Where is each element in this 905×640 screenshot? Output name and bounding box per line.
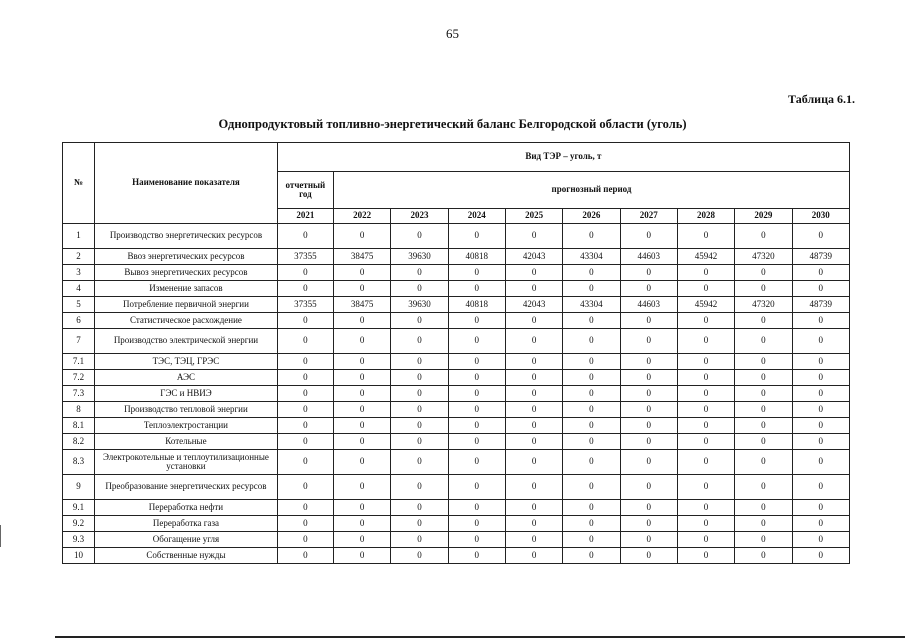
table-row (63, 329, 850, 354)
value-cell: 0 (792, 516, 850, 532)
table-row (63, 475, 850, 500)
value-cell: 0 (391, 532, 448, 548)
row-indicator-name: Потребление первичной энергии (95, 297, 278, 313)
value-cell: 39630 (391, 249, 448, 265)
value-cell: 0 (677, 224, 734, 249)
value-cell: 0 (448, 475, 505, 500)
row-number: 3 (63, 265, 95, 281)
row-indicator-name: Собственные нужды (95, 548, 278, 564)
value-cell: 0 (334, 450, 391, 475)
table-row (63, 500, 850, 516)
value-cell: 0 (620, 224, 677, 249)
value-cell: 0 (620, 548, 677, 564)
value-cell: 0 (735, 402, 792, 418)
row-number: 7.2 (63, 370, 95, 386)
value-cell: 48739 (792, 297, 850, 313)
row-indicator-name: Производство электрической энергии (95, 329, 278, 354)
value-cell: 0 (563, 500, 620, 516)
value-cell: 0 (391, 516, 448, 532)
row-indicator-name: ТЭС, ТЭЦ, ГРЭС (95, 354, 278, 370)
value-cell: 0 (277, 516, 333, 532)
value-cell: 0 (563, 281, 620, 297)
table-row (63, 224, 850, 249)
value-cell: 0 (792, 434, 850, 450)
row-number: 6 (63, 313, 95, 329)
value-cell: 0 (448, 532, 505, 548)
value-cell: 0 (277, 418, 333, 434)
row-indicator-name: Преобразование энергетических ресурсов (95, 475, 278, 500)
table-row (63, 532, 850, 548)
value-cell: 0 (677, 532, 734, 548)
value-cell: 0 (735, 418, 792, 434)
value-cell: 37355 (277, 297, 333, 313)
value-cell: 0 (677, 281, 734, 297)
row-number: 8.1 (63, 418, 95, 434)
value-cell: 0 (620, 281, 677, 297)
value-cell: 39630 (391, 297, 448, 313)
table-row (63, 450, 850, 475)
value-cell: 0 (334, 418, 391, 434)
value-cell: 0 (277, 500, 333, 516)
value-cell: 0 (735, 532, 792, 548)
value-cell: 0 (563, 402, 620, 418)
value-cell: 0 (505, 402, 562, 418)
value-cell: 0 (563, 516, 620, 532)
value-cell: 0 (391, 281, 448, 297)
value-cell: 0 (334, 434, 391, 450)
value-cell: 0 (563, 354, 620, 370)
value-cell: 0 (277, 386, 333, 402)
value-cell: 0 (448, 281, 505, 297)
value-cell: 0 (563, 370, 620, 386)
value-cell: 0 (792, 313, 850, 329)
value-cell: 0 (334, 402, 391, 418)
value-cell: 0 (334, 386, 391, 402)
value-cell: 0 (391, 402, 448, 418)
value-cell: 0 (735, 500, 792, 516)
value-cell: 0 (277, 313, 333, 329)
value-cell: 43304 (563, 249, 620, 265)
table-row (63, 434, 850, 450)
header-year: 2023 (391, 209, 448, 224)
value-cell: 0 (563, 313, 620, 329)
value-cell: 0 (448, 265, 505, 281)
value-cell: 0 (620, 418, 677, 434)
value-cell: 0 (620, 329, 677, 354)
table-row (63, 402, 850, 418)
value-cell: 0 (792, 386, 850, 402)
value-cell: 0 (735, 475, 792, 500)
value-cell: 0 (277, 434, 333, 450)
scan-edge-mark (0, 525, 1, 547)
value-cell: 0 (620, 450, 677, 475)
value-cell: 0 (391, 450, 448, 475)
header-year: 2025 (505, 209, 562, 224)
row-indicator-name: Электрокотельные и теплоутилизационные установки (95, 450, 278, 475)
value-cell: 45942 (677, 297, 734, 313)
value-cell: 0 (792, 475, 850, 500)
value-cell: 0 (448, 224, 505, 249)
value-cell: 0 (563, 434, 620, 450)
header-num: № (63, 143, 95, 224)
value-cell: 47320 (735, 249, 792, 265)
value-cell: 48739 (792, 249, 850, 265)
value-cell: 0 (792, 532, 850, 548)
value-cell: 0 (735, 354, 792, 370)
value-cell: 0 (505, 475, 562, 500)
value-cell: 0 (735, 386, 792, 402)
value-cell: 37355 (277, 249, 333, 265)
value-cell: 0 (391, 418, 448, 434)
row-number: 8 (63, 402, 95, 418)
row-indicator-name: Вывоз энергетических ресурсов (95, 265, 278, 281)
header-year: 2028 (677, 209, 734, 224)
value-cell: 0 (677, 500, 734, 516)
value-cell: 0 (563, 265, 620, 281)
value-cell: 0 (735, 313, 792, 329)
value-cell: 0 (505, 354, 562, 370)
value-cell: 0 (677, 516, 734, 532)
value-cell: 0 (563, 224, 620, 249)
row-indicator-name: Переработка нефти (95, 500, 278, 516)
value-cell: 38475 (334, 249, 391, 265)
value-cell: 0 (391, 548, 448, 564)
row-number: 5 (63, 297, 95, 313)
value-cell: 0 (391, 354, 448, 370)
value-cell: 0 (563, 418, 620, 434)
value-cell: 0 (735, 548, 792, 564)
value-cell: 0 (677, 386, 734, 402)
value-cell: 0 (505, 265, 562, 281)
row-number: 7.1 (63, 354, 95, 370)
row-indicator-name: Производство тепловой энергии (95, 402, 278, 418)
value-cell: 0 (448, 500, 505, 516)
row-indicator-name: Теплоэлектростанции (95, 418, 278, 434)
value-cell: 0 (505, 418, 562, 434)
value-cell: 0 (391, 370, 448, 386)
value-cell: 0 (505, 370, 562, 386)
value-cell: 0 (448, 402, 505, 418)
value-cell: 0 (677, 370, 734, 386)
table-title: Однопродуктовый топливно-энергетический баланс Белгородской области (уголь) (218, 117, 687, 131)
value-cell: 0 (620, 386, 677, 402)
value-cell: 0 (677, 450, 734, 475)
row-number: 4 (63, 281, 95, 297)
value-cell: 0 (620, 500, 677, 516)
value-cell: 0 (792, 224, 850, 249)
value-cell: 0 (391, 475, 448, 500)
value-cell: 42043 (505, 249, 562, 265)
value-cell: 0 (277, 281, 333, 297)
value-cell: 0 (563, 329, 620, 354)
value-cell: 0 (735, 281, 792, 297)
value-cell: 0 (277, 402, 333, 418)
row-number: 2 (63, 249, 95, 265)
table-row (63, 281, 850, 297)
table-row (63, 370, 850, 386)
header-forecast: прогнозный период (334, 172, 850, 209)
row-number: 10 (63, 548, 95, 564)
row-indicator-name: Статистическое расхождение (95, 313, 278, 329)
value-cell: 0 (334, 265, 391, 281)
value-cell: 0 (505, 548, 562, 564)
value-cell: 0 (620, 313, 677, 329)
value-cell: 0 (505, 516, 562, 532)
value-cell: 0 (505, 450, 562, 475)
table-row (63, 249, 850, 265)
row-number: 7 (63, 329, 95, 354)
value-cell: 0 (334, 329, 391, 354)
value-cell: 0 (792, 329, 850, 354)
value-cell: 0 (735, 224, 792, 249)
row-indicator-name: Производство энергетических ресурсов (95, 224, 278, 249)
value-cell: 0 (677, 418, 734, 434)
value-cell: 0 (792, 265, 850, 281)
balance-table (62, 142, 850, 564)
header-report-year: отчетный год (277, 172, 333, 209)
value-cell: 0 (735, 265, 792, 281)
value-cell: 0 (792, 500, 850, 516)
value-cell: 0 (620, 402, 677, 418)
row-indicator-name: Обогащение угля (95, 532, 278, 548)
value-cell: 0 (735, 434, 792, 450)
value-cell: 0 (563, 475, 620, 500)
value-cell: 0 (277, 354, 333, 370)
value-cell: 0 (677, 313, 734, 329)
row-number: 8.2 (63, 434, 95, 450)
value-cell: 0 (334, 313, 391, 329)
value-cell: 0 (505, 500, 562, 516)
value-cell: 0 (792, 418, 850, 434)
value-cell: 0 (677, 329, 734, 354)
value-cell: 0 (792, 548, 850, 564)
row-indicator-name: АЭС (95, 370, 278, 386)
table-row (63, 354, 850, 370)
value-cell: 0 (277, 475, 333, 500)
value-cell: 0 (505, 329, 562, 354)
value-cell: 0 (620, 516, 677, 532)
header-year: 2021 (277, 209, 333, 224)
value-cell: 0 (505, 281, 562, 297)
table-row (63, 548, 850, 564)
value-cell: 47320 (735, 297, 792, 313)
row-indicator-name: ГЭС и НВИЭ (95, 386, 278, 402)
row-number: 1 (63, 224, 95, 249)
value-cell: 0 (334, 224, 391, 249)
value-cell: 43304 (563, 297, 620, 313)
row-number: 9 (63, 475, 95, 500)
value-cell: 0 (563, 386, 620, 402)
value-cell: 0 (391, 500, 448, 516)
value-cell: 0 (277, 224, 333, 249)
value-cell: 0 (448, 313, 505, 329)
row-indicator-name: Переработка газа (95, 516, 278, 532)
value-cell: 0 (334, 500, 391, 516)
value-cell: 0 (620, 475, 677, 500)
row-number: 8.3 (63, 450, 95, 475)
value-cell: 0 (620, 265, 677, 281)
value-cell: 0 (391, 329, 448, 354)
table-row (63, 297, 850, 313)
value-cell: 40818 (448, 249, 505, 265)
value-cell: 0 (505, 434, 562, 450)
row-indicator-name: Ввоз энергетических ресурсов (95, 249, 278, 265)
value-cell: 0 (448, 354, 505, 370)
header-year: 2022 (334, 209, 391, 224)
value-cell: 0 (563, 532, 620, 548)
value-cell: 0 (620, 370, 677, 386)
value-cell: 45942 (677, 249, 734, 265)
row-number: 9.2 (63, 516, 95, 532)
value-cell: 44603 (620, 249, 677, 265)
value-cell: 0 (735, 370, 792, 386)
header-name: Наименование показателя (95, 143, 278, 224)
table-row (63, 418, 850, 434)
value-cell: 0 (448, 329, 505, 354)
value-cell: 0 (677, 265, 734, 281)
value-cell: 0 (620, 532, 677, 548)
value-cell: 0 (735, 450, 792, 475)
value-cell: 0 (448, 418, 505, 434)
table-row (63, 516, 850, 532)
value-cell: 0 (334, 548, 391, 564)
page-bottom-rule (55, 636, 905, 638)
row-number: 9.3 (63, 532, 95, 548)
header-year: 2024 (448, 209, 505, 224)
value-cell: 0 (505, 313, 562, 329)
value-cell: 0 (505, 386, 562, 402)
table-row (63, 313, 850, 329)
value-cell: 0 (334, 370, 391, 386)
row-number: 9.1 (63, 500, 95, 516)
value-cell: 0 (735, 329, 792, 354)
value-cell: 0 (563, 548, 620, 564)
value-cell: 0 (448, 450, 505, 475)
table-row (63, 265, 850, 281)
header-year: 2030 (792, 209, 850, 224)
value-cell: 0 (620, 354, 677, 370)
value-cell: 0 (391, 265, 448, 281)
value-cell: 38475 (334, 297, 391, 313)
table-label: Таблица 6.1. (788, 92, 855, 106)
header-year: 2026 (563, 209, 620, 224)
value-cell: 0 (391, 434, 448, 450)
value-cell: 0 (448, 548, 505, 564)
value-cell: 0 (505, 224, 562, 249)
value-cell: 0 (563, 450, 620, 475)
page-number: 65 (446, 26, 459, 41)
value-cell: 0 (448, 516, 505, 532)
value-cell: 0 (792, 402, 850, 418)
value-cell: 0 (277, 532, 333, 548)
value-cell: 0 (448, 386, 505, 402)
value-cell: 0 (277, 265, 333, 281)
value-cell: 0 (391, 224, 448, 249)
value-cell: 0 (334, 281, 391, 297)
value-cell: 0 (792, 354, 850, 370)
value-cell: 0 (391, 386, 448, 402)
value-cell: 0 (334, 354, 391, 370)
value-cell: 42043 (505, 297, 562, 313)
value-cell: 0 (677, 475, 734, 500)
value-cell: 0 (277, 548, 333, 564)
value-cell: 0 (677, 354, 734, 370)
value-cell: 40818 (448, 297, 505, 313)
value-cell: 0 (677, 548, 734, 564)
value-cell: 0 (735, 516, 792, 532)
value-cell: 0 (391, 313, 448, 329)
value-cell: 0 (677, 402, 734, 418)
value-cell: 0 (792, 450, 850, 475)
row-indicator-name: Изменение запасов (95, 281, 278, 297)
header-year: 2029 (735, 209, 792, 224)
value-cell: 0 (334, 532, 391, 548)
value-cell: 0 (792, 370, 850, 386)
value-cell: 0 (792, 281, 850, 297)
value-cell: 0 (277, 370, 333, 386)
table-row (63, 386, 850, 402)
value-cell: 0 (277, 450, 333, 475)
header-group: Вид ТЭР – уголь, т (277, 143, 849, 172)
value-cell: 0 (448, 434, 505, 450)
value-cell: 0 (334, 516, 391, 532)
header-year: 2027 (620, 209, 677, 224)
value-cell: 0 (448, 370, 505, 386)
value-cell: 44603 (620, 297, 677, 313)
row-number: 7.3 (63, 386, 95, 402)
value-cell: 0 (505, 532, 562, 548)
value-cell: 0 (677, 434, 734, 450)
row-indicator-name: Котельные (95, 434, 278, 450)
value-cell: 0 (334, 475, 391, 500)
value-cell: 0 (277, 329, 333, 354)
value-cell: 0 (620, 434, 677, 450)
